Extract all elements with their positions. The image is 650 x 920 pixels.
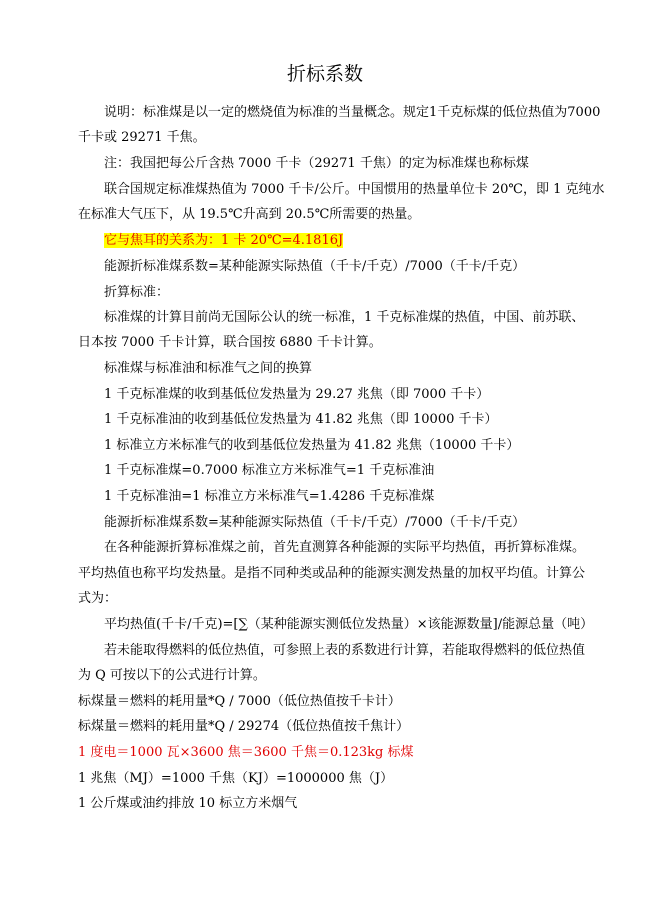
paragraph-line: 联合国规定标准煤热值为 7000 千卡/公斤。中国惯用的热量单位卡 20℃，即 1 克纯水 bbox=[104, 182, 605, 197]
paragraph-line: 1 兆焦（MJ）=1000 千焦（KJ）=1000000 焦（J） bbox=[78, 771, 394, 786]
paragraph-line: 能源折标准煤系数=某种能源实际热值（千卡/千克）/7000（千卡/千克） bbox=[104, 259, 526, 274]
paragraph-line: 说明：标准煤是以一定的燃烧值为标准的当量概念。规定1千克标煤的低位热值为7000 bbox=[104, 105, 601, 120]
paragraph-line: 平均热值也称平均发热量。是指不同种类或品种的能源实测发热量的加权平均值。计算公 bbox=[78, 566, 586, 581]
paragraph-line: 在标准大气压下，从 19.5℃升高到 20.5℃所需要的热量。 bbox=[78, 207, 421, 222]
paragraph-line: 标准煤的计算目前尚无国际公认的统一标准，1 千克标准煤的热值，中国、前苏联、 bbox=[104, 310, 585, 325]
page-title: 折标系数 bbox=[286, 63, 363, 85]
paragraph-line: 标煤量＝燃料的耗用量*Q / 7000（低位热值按千卡计） bbox=[78, 694, 401, 709]
paragraph-line: 标煤量＝燃料的耗用量*Q / 29274（低位热值按千焦计） bbox=[78, 719, 410, 734]
paragraph-line: 能源折标准煤系数=某种能源实际热值（千卡/千克）/7000（千卡/千克） bbox=[104, 515, 526, 530]
paragraph-line: 日本按 7000 千卡计算，联合国按 6880 千卡计算。 bbox=[78, 335, 382, 350]
paragraph-line: 1 千克标准煤=0.7000 标准立方米标准气=1 千克标准油 bbox=[104, 463, 435, 478]
paragraph-line: 为 Q 可按以下的公式进行计算。 bbox=[78, 668, 266, 683]
paragraph-line: 标准煤与标准油和标准气之间的换算 bbox=[104, 361, 313, 376]
paragraph-line: 在各种能源折算标准煤之前，首先直测算各种能源的实际平均热值，再折算标准煤。 bbox=[104, 540, 586, 555]
paragraph-line: 1 标准立方米标准气的收到基低位发热量为 41.82 兆焦（10000 千卡） bbox=[104, 438, 520, 453]
highlighted-line bbox=[0, 232, 650, 250]
paragraph-line: 1 千克标准油=1 标准立方米标准气=1.4286 千克标准煤 bbox=[104, 489, 435, 504]
highlighted-text: 它与焦耳的关系为：1 卡 20℃=4.1816J bbox=[104, 233, 344, 248]
paragraph-line: 1 千克标准煤的收到基低位发热量为 29.27 兆焦（即 7000 千卡） bbox=[104, 387, 490, 402]
red-text-line: 1 度电＝1000 瓦×3600 焦＝3600 千焦＝0.123kg 标煤 bbox=[78, 745, 414, 760]
paragraph-line: 折算标准： bbox=[104, 285, 170, 300]
paragraph-line: 平均热值(千卡/千克)=[∑（某种能源实测低位发热量）×该能源数量]/能源总量（吨） bbox=[104, 617, 594, 632]
paragraph-line: 若未能取得燃料的低位热值，可参照上表的系数进行计算，若能取得燃料的低位热值 bbox=[104, 643, 586, 658]
paragraph-line: 千卡或 29271 千焦。 bbox=[78, 130, 206, 145]
paragraph-line: 1 千克标准油的收到基低位发热量为 41.82 兆焦（即 10000 千卡） bbox=[104, 412, 498, 427]
paragraph-line: 注：我国把每公斤含热 7000 千卡（29271 千焦）的定为标准煤也称标煤 bbox=[104, 156, 529, 171]
paragraph-line: 式为： bbox=[78, 591, 118, 606]
paragraph-line: 1 公斤煤或油约排放 10 标立方米烟气 bbox=[78, 796, 298, 811]
